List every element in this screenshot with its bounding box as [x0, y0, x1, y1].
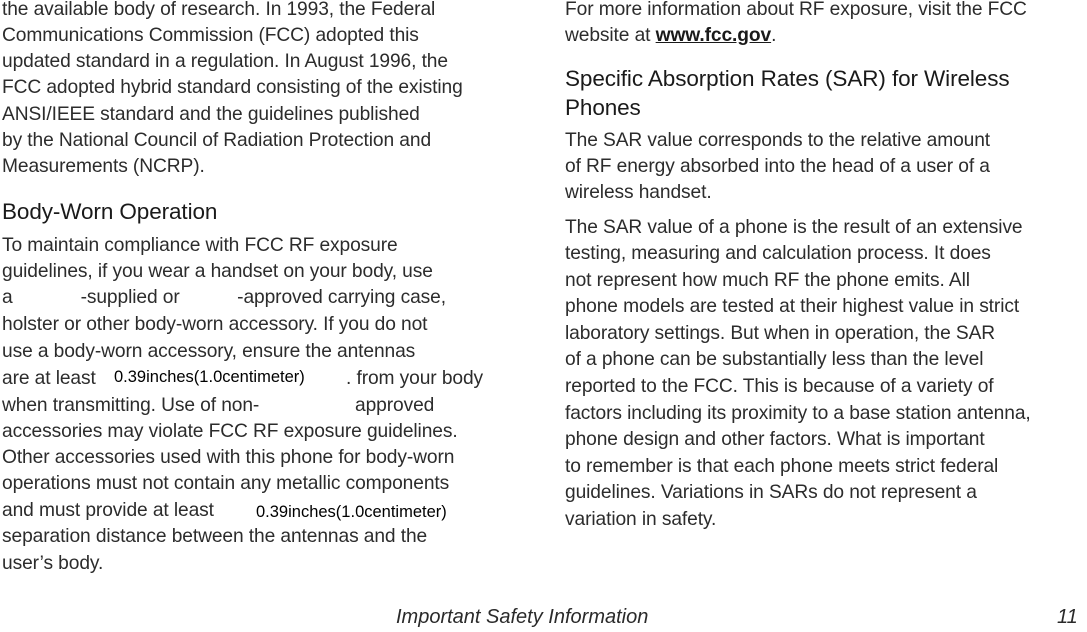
distance-measure: 0.39inches(1.0centimeter) [256, 503, 447, 521]
info-suffix: . [771, 25, 777, 46]
footer-section-title: Important Safety Information [396, 606, 649, 628]
fcc-website-link[interactable]: www.fcc.gov [655, 25, 772, 46]
intro-line: Measurements (NCRP). [2, 156, 205, 177]
page-number: 11 [1057, 606, 1078, 628]
sar-para-line: variation in safety. [565, 509, 717, 530]
body-worn-line: separation distance between the antennas and the [2, 526, 428, 547]
from-your-body-text: . from your body [346, 368, 484, 389]
sar-para-line: not represent how much RF the phone emits. All [565, 270, 970, 291]
body-worn-line: and must provide at least [2, 500, 214, 521]
body-worn-line: accessories may violate FCC RF exposure guidelines. [2, 421, 458, 442]
info-prefix: website at [565, 25, 656, 46]
body-worn-line: use a body-worn accessory, ensure the antennas [2, 341, 416, 362]
sar-para-line: testing, measuring and calculation process. It does [565, 243, 991, 264]
intro-line: FCC adopted hybrid standard consisting of the existing [2, 77, 463, 98]
approved-text: approved [355, 395, 435, 416]
info-line: For more information about RF exposure, visit the FCC [565, 0, 1027, 20]
body-worn-line: are at least [2, 368, 96, 389]
body-worn-line: when transmitting. Use of non- [2, 395, 260, 416]
intro-line: the available body of research. In 1993, the Federal [2, 0, 436, 20]
sar-heading: Phones [565, 95, 641, 120]
intro-line: ANSI/IEEE standard and the guidelines published [2, 104, 420, 125]
body-worn-line: operations must not contain any metallic components [2, 473, 450, 494]
sar-para-line: guidelines. Variations in SARs do not represent a [565, 482, 977, 503]
sar-heading: Specific Absorption Rates (SAR) for Wireless [565, 66, 1010, 91]
body-worn-line: user’s body. [2, 553, 104, 574]
body-worn-heading: Body-Worn Operation [2, 199, 218, 224]
body-worn-line: To maintain compliance with FCC RF exposure [2, 235, 398, 256]
body-worn-line: holster or other body-worn accessory. If you do not [2, 314, 428, 335]
sar-para-line: factors including its proximity to a base station antenna, [565, 403, 1031, 424]
sar-para-line: phone models are tested at their highest value in strict [565, 296, 1020, 317]
sar-para-line: The SAR value of a phone is the result of an extensive [565, 217, 1023, 238]
intro-line: Communications Commission (FCC) adopted this [2, 25, 419, 46]
info-line [565, 23, 776, 49]
sar-para-line: to remember is that each phone meets strict federal [565, 456, 999, 477]
sar-para-line: The SAR value corresponds to the relative amount [565, 130, 991, 151]
sar-para-line: of a phone can be substantially less than the level [565, 349, 984, 370]
intro-line: by the National Council of Radiation Protection and [2, 130, 432, 151]
distance-measure: 0.39inches(1.0centimeter) [114, 368, 305, 386]
sar-para-line: wireless handset. [565, 182, 712, 203]
body-worn-line: guidelines, if you wear a handset on your body, use [2, 261, 433, 282]
sar-para-line: reported to the FCC. This is because of a variety of [565, 376, 994, 397]
intro-line: updated standard in a regulation. In August 1996, the [2, 51, 448, 72]
body-worn-line: a -supplied or -approved carrying case, [2, 287, 446, 308]
sar-para-line: phone design and other factors. What is important [565, 429, 985, 450]
sar-para-line: laboratory settings. But when in operation, the SAR [565, 323, 996, 344]
body-worn-line: Other accessories used with this phone for body-worn [2, 447, 455, 468]
sar-para-line: of RF energy absorbed into the head of a user of a [565, 156, 990, 177]
